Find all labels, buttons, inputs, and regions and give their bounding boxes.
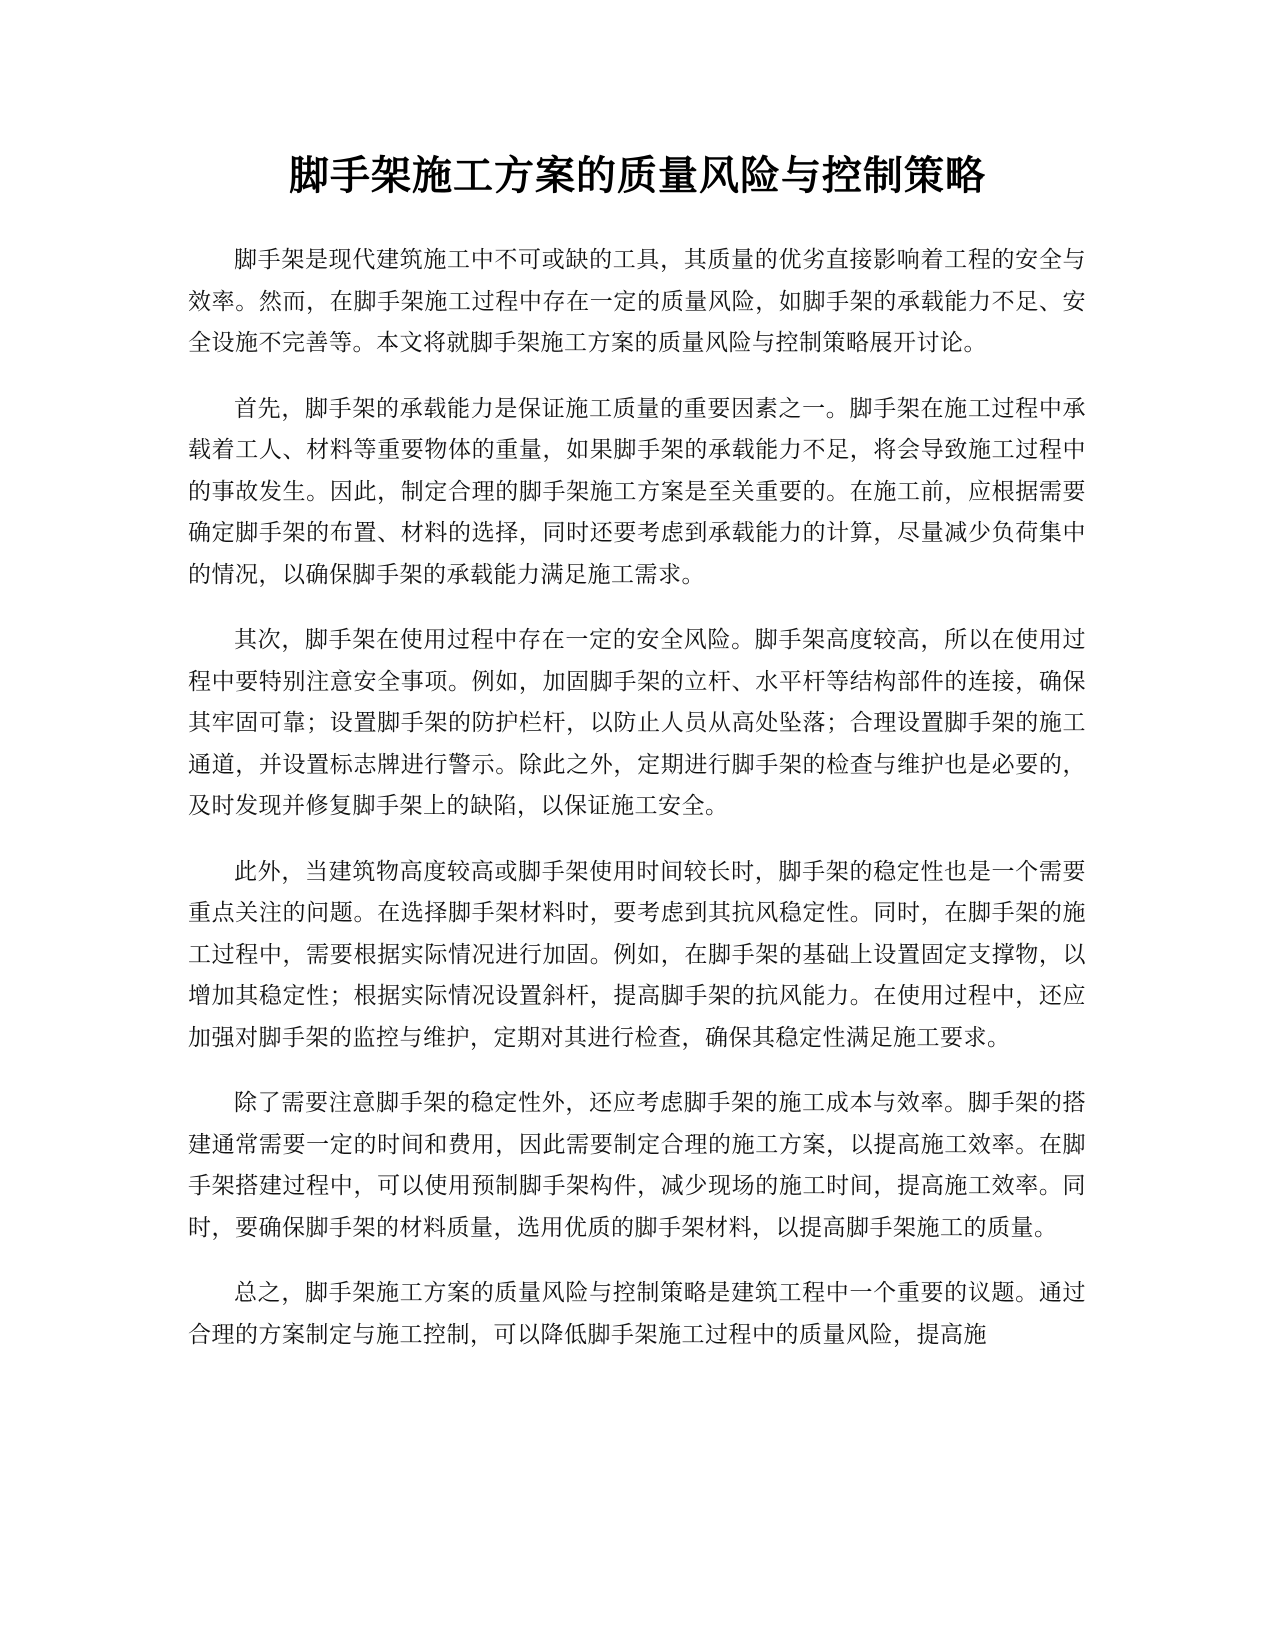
paragraph-safety-risk: 其次，脚手架在使用过程中存在一定的安全风险。脚手架高度较高，所以在使用过程中要特别注意安全事项。例如，加固脚手架的立杆、水平杆等结构部件的连接，确保其牢固可靠；设置脚手架的防护栏杆，以防止人员从高处坠落；合理设置脚手架的施工通道，并设置标志牌进行警示。除此之外，定期进行脚手架的检查与维护也是必要的，及时发现并修复脚手架上的缺陷，以保证施工安全。 — [188, 627, 1086, 819]
document-body — [188, 240, 1086, 1380]
paragraph-cost-efficiency: 除了需要注意脚手架的稳定性外，还应考虑脚手架的施工成本与效率。脚手架的搭建通常需要一定的时间和费用，因此需要制定合理的施工方案，以提高施工效率。在脚手架搭建过程中，可以使用预制脚手架构件，减少现场的施工时间，提高施工效率。同时，要确保脚手架的材料质量，选用优质的脚手架材料，以提高脚手架施工的质量。 — [188, 1090, 1086, 1241]
paragraph-load-capacity: 首先，脚手架的承载能力是保证施工质量的重要因素之一。脚手架在施工过程中承载着工人、材料等重要物体的重量，如果脚手架的承载能力不足，将会导致施工过程中的事故发生。因此，制定合理的脚手架施工方案是至关重要的。在施工前，应根据需要确定脚手架的布置、材料的选择，同时还要考虑到承载能力的计算，尽量减少负荷集中的情况，以确保脚手架的承载能力满足施工需求。 — [188, 395, 1086, 588]
paragraph-stability: 此外，当建筑物高度较高或脚手架使用时间较长时，脚手架的稳定性也是一个需要重点关注的问题。在选择脚手架材料时，要考虑到其抗风稳定性。同时，在脚手架的施工过程中，需要根据实际情况进行加固。例如，在脚手架的基础上设置固定支撑物，以增加其稳定性；根据实际情况设置斜杆，提高脚手架的抗风能力。在使用过程中，还应加强对脚手架的监控与维护，定期对其进行检查，确保其稳定性满足施工要求。 — [188, 858, 1086, 1051]
paragraph-conclusion: 总之，脚手架施工方案的质量风险与控制策略是建筑工程中一个重要的议题。通过合理的方案制定与施工控制，可以降低脚手架施工过程中的质量风险，提高施 — [188, 1280, 1086, 1348]
page-title: 脚手架施工方案的质量风险与控制策略 — [289, 153, 986, 199]
paragraph-intro: 脚手架是现代建筑施工中不可或缺的工具，其质量的优劣直接影响着工程的安全与效率。然而，在脚手架施工过程中存在一定的质量风险，如脚手架的承载能力不足、安全设施不完善等。本文将就脚手架施工方案的质量风险与控制策略展开讨论。 — [188, 247, 1086, 356]
